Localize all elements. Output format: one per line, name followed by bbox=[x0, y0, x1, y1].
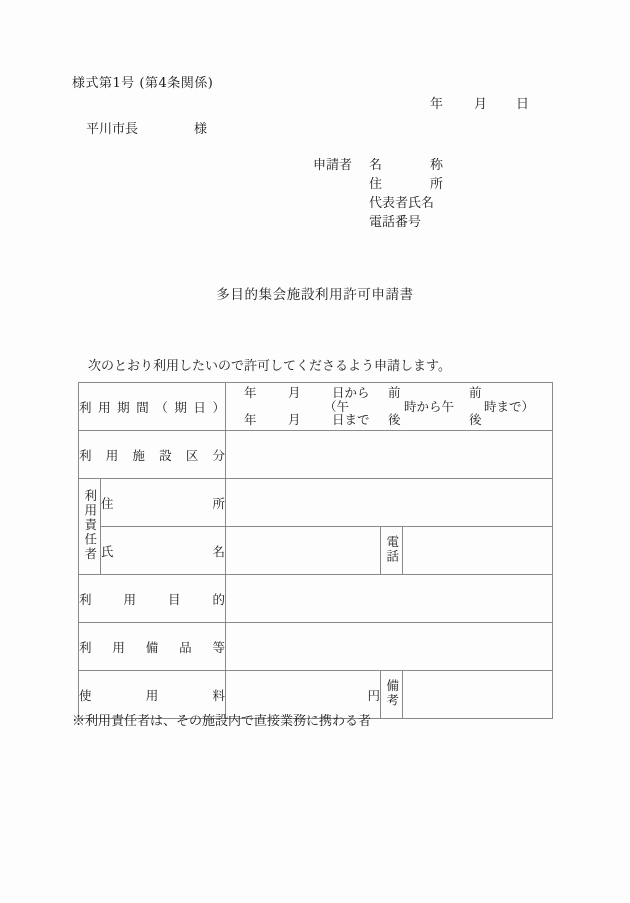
period-label-char-7: ） bbox=[212, 399, 225, 415]
purpose-label-char-0: 利 bbox=[79, 591, 92, 607]
period-from-year: 年 bbox=[244, 385, 257, 400]
purpose-label-char-3: 的 bbox=[212, 591, 225, 607]
applicant-field-address bbox=[369, 173, 459, 192]
equipment-label-char-0: 利 bbox=[79, 639, 92, 655]
period-from-ampm-pm: 後 bbox=[388, 412, 401, 427]
fee-label bbox=[79, 686, 225, 704]
period-to-day: 日まで bbox=[332, 412, 370, 427]
period-label-char-2: 期 bbox=[117, 399, 130, 415]
period-label-char-6: 日 bbox=[193, 399, 206, 415]
addressee bbox=[86, 118, 207, 137]
remarks-value[interactable] bbox=[403, 671, 553, 719]
fee-unit: 円 bbox=[367, 687, 380, 703]
equipment-label-char-2: 備 bbox=[145, 639, 159, 655]
lead-sentence: 次のとおり利用したいので許可してくださるよう申請します。 bbox=[88, 359, 451, 374]
purpose-label bbox=[79, 590, 225, 608]
applicant-field-name bbox=[369, 154, 459, 173]
addressee-name: 平川市長 bbox=[86, 122, 139, 137]
period-to-year: 年 bbox=[244, 412, 257, 427]
facility-label-char-0: 利 bbox=[79, 447, 92, 463]
facility-label-char-1: 用 bbox=[105, 447, 119, 463]
responsible-phone-vertical-label: 電話 bbox=[384, 534, 400, 564]
period-label-char-0: 利 bbox=[79, 399, 92, 415]
form-number: 様式第1号 (第4条関係) bbox=[72, 76, 214, 91]
equipment-value[interactable] bbox=[226, 623, 553, 671]
responsible-name-label bbox=[101, 542, 225, 560]
equipment-label-cell bbox=[79, 623, 226, 671]
applicant-row-name bbox=[313, 154, 459, 173]
date-year-label: 年 bbox=[430, 97, 444, 112]
resp-address-char-0: 住 bbox=[101, 495, 114, 511]
resp-address-char-1: 所 bbox=[212, 495, 225, 511]
applicant-address-char2: 所 bbox=[429, 177, 443, 192]
period-label bbox=[79, 398, 225, 416]
facility-label-char-3: 設 bbox=[159, 447, 172, 463]
responsible-address-label bbox=[101, 494, 225, 512]
purpose-label-cell bbox=[79, 575, 226, 623]
purpose-label-char-2: 目 bbox=[167, 591, 181, 607]
facility-label-char-5: 分 bbox=[212, 447, 225, 463]
facility-label-char-4: 区 bbox=[185, 447, 199, 463]
equipment-label bbox=[79, 638, 225, 656]
resp-name-char-1: 名 bbox=[212, 543, 225, 559]
period-to-ampm-pm: 後 bbox=[469, 412, 482, 427]
date-day-label: 日 bbox=[516, 97, 530, 112]
fee-label-char-1: 用 bbox=[145, 687, 159, 703]
fee-label-char-2: 料 bbox=[212, 687, 225, 703]
purpose-label-char-1: 用 bbox=[123, 591, 136, 607]
table-row-responsible-address bbox=[79, 479, 553, 527]
period-time-open: （午 bbox=[324, 398, 350, 414]
table-row-purpose bbox=[79, 575, 553, 623]
responsible-person-vertical-label: 利用責任者 bbox=[82, 488, 98, 562]
table-row-facility-type bbox=[79, 431, 553, 479]
period-label-char-5: 期 bbox=[174, 399, 187, 415]
responsible-name-value[interactable] bbox=[226, 527, 381, 575]
date-month-label: 月 bbox=[474, 97, 488, 112]
facility-type-value[interactable] bbox=[226, 431, 553, 479]
purpose-value[interactable] bbox=[226, 575, 553, 623]
applicant-row-representative bbox=[313, 192, 459, 211]
applicant-tag: 申請者 bbox=[313, 158, 353, 173]
period-from-ampm-am: 前 bbox=[388, 385, 401, 400]
responsible-phone-value[interactable] bbox=[403, 527, 553, 575]
application-table bbox=[78, 382, 553, 719]
applicant-row-address bbox=[313, 173, 459, 192]
remarks-vertical-label: 備考 bbox=[384, 678, 400, 708]
applicant-field-phone: 電話番号 bbox=[369, 215, 422, 230]
responsible-address-label-cell bbox=[101, 479, 226, 527]
table-row-equipment bbox=[79, 623, 553, 671]
footnote: ※利用責任者は、その施設内で直接業務に携わる者 bbox=[72, 714, 372, 729]
date-line bbox=[430, 93, 529, 112]
period-from-month: 月 bbox=[288, 385, 301, 400]
equipment-label-char-4: 等 bbox=[212, 639, 225, 655]
addressee-honorific: 様 bbox=[194, 122, 208, 137]
remarks-label-cell bbox=[381, 671, 403, 719]
period-time-from: 時から午 bbox=[404, 398, 455, 414]
period-label-char-4: （ bbox=[155, 399, 168, 415]
facility-type-label-cell bbox=[79, 431, 226, 479]
period-to-month: 月 bbox=[288, 412, 301, 427]
responsible-name-label-cell bbox=[101, 527, 226, 575]
period-to-ampm-am: 前 bbox=[469, 385, 482, 400]
applicant-field-representative: 代表者氏名 bbox=[369, 196, 435, 211]
facility-label-char-2: 施 bbox=[132, 447, 145, 463]
equipment-label-char-3: 品 bbox=[179, 639, 192, 655]
resp-name-char-0: 氏 bbox=[101, 543, 114, 559]
period-time-to: 時まで） bbox=[484, 398, 535, 414]
fee-label-char-0: 使 bbox=[79, 687, 92, 703]
equipment-label-char-1: 用 bbox=[112, 639, 125, 655]
period-value-cell[interactable] bbox=[226, 383, 553, 431]
period-label-cell bbox=[79, 383, 226, 431]
applicant-block bbox=[313, 154, 459, 230]
applicant-name-char1: 名 bbox=[369, 158, 383, 173]
applicant-row-phone bbox=[313, 211, 459, 230]
table-row-period bbox=[79, 383, 553, 431]
period-label-char-3: 間 bbox=[136, 399, 149, 415]
applicant-address-char1: 住 bbox=[369, 177, 383, 192]
responsible-address-value[interactable] bbox=[226, 479, 553, 527]
period-stack bbox=[226, 386, 552, 427]
document-title: 多目的集会施設利用許可申請書 bbox=[216, 287, 414, 303]
facility-type-label bbox=[79, 446, 225, 464]
table-row-responsible-name bbox=[79, 527, 553, 575]
responsible-person-vertical-label-cell bbox=[79, 479, 101, 575]
applicant-name-char2: 称 bbox=[429, 158, 443, 173]
responsible-phone-label-cell bbox=[381, 527, 403, 575]
period-label-char-1: 用 bbox=[98, 399, 111, 415]
period-from-day: 日から bbox=[332, 385, 370, 400]
